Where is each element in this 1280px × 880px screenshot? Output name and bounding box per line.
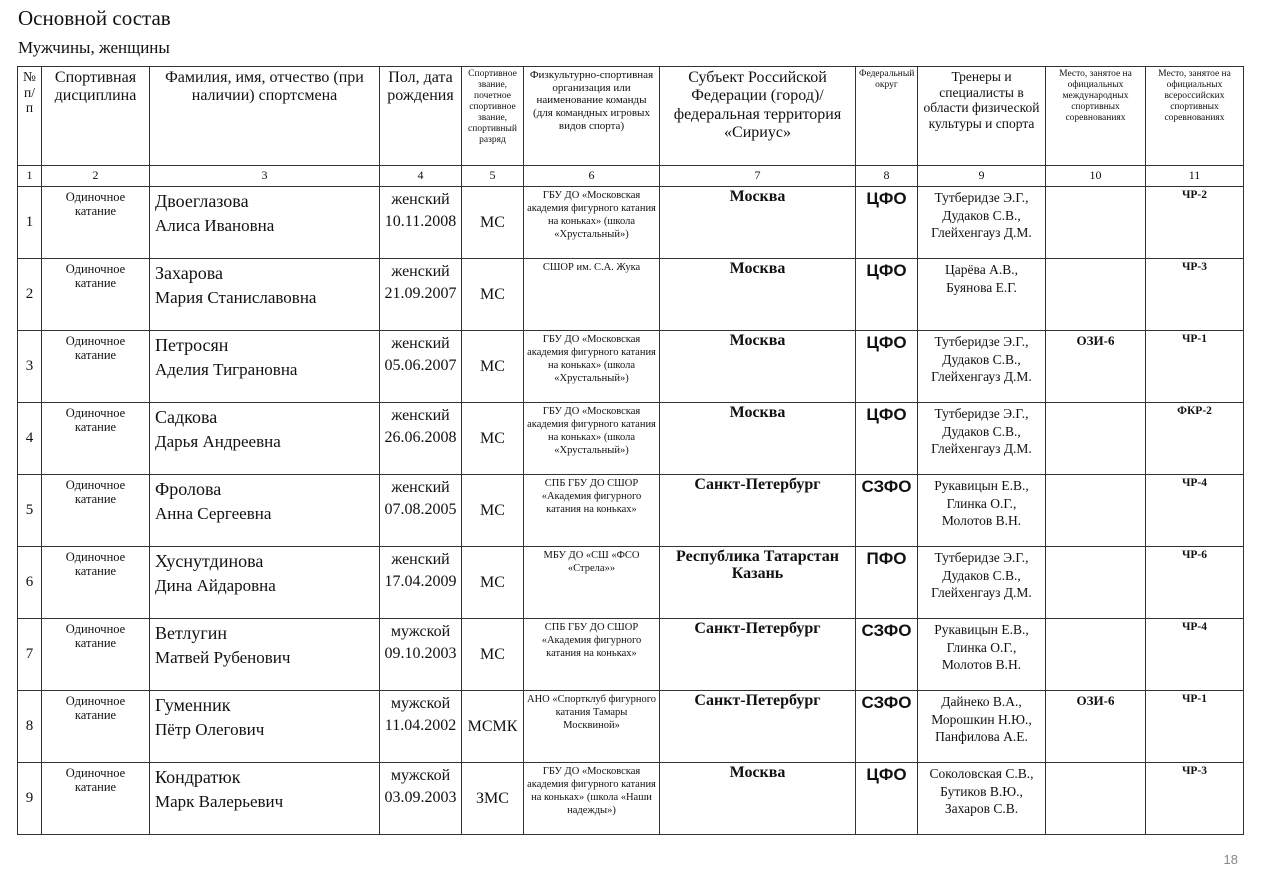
intl-place-cell (1046, 403, 1146, 475)
organization-cell: СШОР им. С.А. Жука (524, 259, 660, 331)
region-cell: Москва (660, 259, 856, 331)
russian-place-cell: ЧР-4 (1146, 475, 1244, 547)
athlete-name-cell (150, 331, 380, 403)
region-cell: Москва (660, 403, 856, 475)
sex-dob-cell (380, 403, 462, 475)
header-cell: Физкультурно-спортивная организация или наименование команды (для командных игровых видов спорта) (524, 67, 660, 166)
intl-place-cell (1046, 619, 1146, 691)
rank-cell: МС (462, 331, 524, 403)
table-row (18, 403, 1244, 475)
region-cell: Республика Татарстан Казань (660, 547, 856, 619)
federal-district-cell: ЦФО (856, 763, 918, 835)
organization-cell: МБУ ДО «СШ «ФСО «Стрела»» (524, 547, 660, 619)
column-number: 10 (1046, 166, 1146, 187)
athlete-given-name: Дина Айдаровна (155, 576, 276, 596)
dob-value: 10.11.2008 (384, 212, 457, 230)
sex-dob-cell (380, 547, 462, 619)
organization-cell: СПБ ГБУ ДО СШОР «Академия фигурного катания на коньках» (524, 619, 660, 691)
region-cell: Москва (660, 331, 856, 403)
federal-district-cell: ЦФО (856, 259, 918, 331)
russian-place-cell: ЧР-3 (1146, 763, 1244, 835)
rank-cell: МС (462, 619, 524, 691)
row-number: 4 (18, 403, 42, 475)
russian-place-cell: ФКР-2 (1146, 403, 1244, 475)
intl-place-cell: ОЗИ-6 (1046, 691, 1146, 763)
header-cell: Спортивная дисциплина (42, 67, 150, 166)
header-cell: Пол, дата рождения (380, 67, 462, 166)
dob-value: 07.08.2005 (384, 500, 457, 518)
column-number: 5 (462, 166, 524, 187)
athlete-name-cell (150, 403, 380, 475)
russian-place-cell: ЧР-6 (1146, 547, 1244, 619)
header-cell: Место, занятое на официальных всероссийских спортивных соревнованиях (1146, 67, 1244, 166)
table-row (18, 187, 1244, 259)
federal-district-cell: ЦФО (856, 187, 918, 259)
header-cell: Тренеры и специалисты в области физической культуры и спорта (918, 67, 1046, 166)
row-number: 2 (18, 259, 42, 331)
sex-dob-cell (380, 331, 462, 403)
column-number: 1 (18, 166, 42, 187)
sex-value: женский (391, 407, 450, 424)
sex-dob-cell (380, 475, 462, 547)
table-row (18, 475, 1244, 547)
discipline-cell: Одиночное катание (42, 691, 150, 763)
rank-cell: МС (462, 259, 524, 331)
table-row (18, 259, 1244, 331)
discipline-cell: Одиночное катание (42, 475, 150, 547)
discipline-cell: Одиночное катание (42, 763, 150, 835)
region-cell: Москва (660, 763, 856, 835)
organization-cell: АНО «Спортклуб фигурного катания Тамары Москвиной» (524, 691, 660, 763)
federal-district-cell: ПФО (856, 547, 918, 619)
athlete-surname: Петросян (155, 335, 229, 355)
coaches-cell: Рукавицын Е.В., Глинка О.Г., Молотов В.Н. (918, 475, 1046, 547)
header-cell: Фамилия, имя, отчество (при наличии) спортсмена (150, 67, 380, 166)
organization-cell: СПБ ГБУ ДО СШОР «Академия фигурного катания на коньках» (524, 475, 660, 547)
organization-cell: ГБУ ДО «Московская академия фигурного катания на коньках» (школа «Хрустальный») (524, 403, 660, 475)
athlete-given-name: Аделия Тиграновна (155, 360, 298, 380)
row-number: 7 (18, 619, 42, 691)
coaches-cell: Тутберидзе Э.Г., Дудаков С.В., Глейхенгауз Д.М. (918, 547, 1046, 619)
header-cell: Место, занятое на официальных международных спортивных соревнованиях (1046, 67, 1146, 166)
athlete-surname: Двоеглазова (155, 191, 249, 211)
athlete-given-name: Мария Станиславовна (155, 288, 317, 308)
discipline-cell: Одиночное катание (42, 403, 150, 475)
column-number: 9 (918, 166, 1046, 187)
athlete-name-cell (150, 187, 380, 259)
discipline-cell: Одиночное катание (42, 259, 150, 331)
region-cell: Москва (660, 187, 856, 259)
rank-cell: МС (462, 187, 524, 259)
discipline-cell: Одиночное катание (42, 547, 150, 619)
athlete-name-cell (150, 475, 380, 547)
intl-place-cell (1046, 187, 1146, 259)
header-cell: Субъект Российской Федерации (город)/федеральная территория «Сириус» (660, 67, 856, 166)
russian-place-cell: ЧР-2 (1146, 187, 1244, 259)
organization-cell: ГБУ ДО «Московская академия фигурного катания на коньках» (школа «Наши надежды») (524, 763, 660, 835)
row-number: 1 (18, 187, 42, 259)
russian-place-cell: ЧР-1 (1146, 331, 1244, 403)
sex-dob-cell (380, 259, 462, 331)
sex-value: женский (391, 479, 450, 496)
column-number: 11 (1146, 166, 1244, 187)
row-number: 5 (18, 475, 42, 547)
dob-value: 21.09.2007 (384, 284, 457, 302)
rank-cell: МСМК (462, 691, 524, 763)
coaches-cell: Тутберидзе Э.Г., Дудаков С.В., Глейхенгауз Д.М. (918, 331, 1046, 403)
table-row (18, 331, 1244, 403)
russian-place-cell: ЧР-4 (1146, 619, 1244, 691)
coaches-cell: Соколовская С.В., Бутиков В.Ю., Захаров С.В. (918, 763, 1046, 835)
document-subtitle: Мужчины, женщины (18, 38, 170, 57)
coaches-cell: Тутберидзе Э.Г., Дудаков С.В., Глейхенгауз Д.М. (918, 187, 1046, 259)
athlete-surname: Ветлугин (155, 623, 228, 643)
athlete-surname: Хуснутдинова (155, 551, 264, 571)
sex-value: женский (391, 191, 450, 208)
table-row (18, 619, 1244, 691)
athlete-surname: Захарова (155, 263, 224, 283)
dob-value: 11.04.2002 (384, 716, 457, 734)
organization-cell: ГБУ ДО «Московская академия фигурного катания на коньках» (школа «Хрустальный») (524, 331, 660, 403)
athlete-surname: Фролова (155, 479, 222, 499)
table-row (18, 691, 1244, 763)
federal-district-cell: СЗФО (856, 619, 918, 691)
federal-district-cell: ЦФО (856, 403, 918, 475)
page-number: 18 (1223, 852, 1238, 867)
russian-place-cell: ЧР-1 (1146, 691, 1244, 763)
column-number: 7 (660, 166, 856, 187)
athlete-given-name: Матвей Рубенович (155, 648, 291, 668)
athlete-given-name: Пётр Олегович (155, 720, 265, 740)
dob-value: 17.04.2009 (384, 572, 457, 590)
sex-dob-cell (380, 691, 462, 763)
intl-place-cell (1046, 763, 1146, 835)
table-header (18, 67, 1244, 187)
row-number: 6 (18, 547, 42, 619)
organization-cell: ГБУ ДО «Московская академия фигурного катания на коньках» (школа «Хрустальный») (524, 187, 660, 259)
athlete-surname: Садкова (155, 407, 218, 427)
sex-value: женский (391, 335, 450, 352)
athlete-given-name: Дарья Андреевна (155, 432, 281, 452)
column-number-row (18, 166, 1244, 187)
athlete-surname: Гуменник (155, 695, 231, 715)
athlete-name-cell (150, 259, 380, 331)
column-number: 8 (856, 166, 918, 187)
discipline-cell: Одиночное катание (42, 187, 150, 259)
table-row (18, 547, 1244, 619)
sex-value: женский (391, 551, 450, 568)
sex-value: мужской (390, 695, 451, 712)
table-body (18, 187, 1244, 835)
table-row (18, 763, 1244, 835)
rank-cell: ЗМС (462, 763, 524, 835)
sex-dob-cell (380, 187, 462, 259)
federal-district-cell: СЗФО (856, 475, 918, 547)
athlete-name-cell (150, 619, 380, 691)
row-number: 3 (18, 331, 42, 403)
sex-value: женский (391, 263, 450, 280)
region-cell: Санкт-Петербург (660, 475, 856, 547)
athlete-name-cell (150, 763, 380, 835)
coaches-cell: Рукавицын Е.В., Глинка О.Г., Молотов В.Н. (918, 619, 1046, 691)
column-number: 4 (380, 166, 462, 187)
header-cell: Спортивное звание, почетное спортивное звание, спортивный разряд (462, 67, 524, 166)
row-number: 9 (18, 763, 42, 835)
athlete-given-name: Анна Сергеевна (155, 504, 272, 524)
sex-dob-cell (380, 763, 462, 835)
dob-value: 03.09.2003 (384, 788, 457, 806)
column-number: 3 (150, 166, 380, 187)
federal-district-cell: СЗФО (856, 691, 918, 763)
athlete-surname: Кондратюк (155, 767, 241, 787)
coaches-cell: Дайнеко В.А., Морошкин Н.Ю., Панфилова А.Е. (918, 691, 1046, 763)
intl-place-cell (1046, 547, 1146, 619)
row-number: 8 (18, 691, 42, 763)
dob-value: 26.06.2008 (384, 428, 457, 446)
discipline-cell: Одиночное катание (42, 331, 150, 403)
athlete-name-cell (150, 547, 380, 619)
roster-table (17, 66, 1244, 835)
dob-value: 09.10.2003 (384, 644, 457, 662)
athlete-given-name: Марк Валерьевич (155, 792, 284, 812)
region-cell: Санкт-Петербург (660, 691, 856, 763)
rank-cell: МС (462, 475, 524, 547)
athlete-given-name: Алиса Ивановна (155, 216, 275, 236)
intl-place-cell: ОЗИ-6 (1046, 331, 1146, 403)
sex-dob-cell (380, 619, 462, 691)
athlete-name-cell (150, 691, 380, 763)
coaches-cell: Царёва А.В., Буянова Е.Г. (918, 259, 1046, 331)
header-cell: № п/п (18, 67, 42, 166)
intl-place-cell (1046, 259, 1146, 331)
column-number: 6 (524, 166, 660, 187)
sex-value: мужской (390, 767, 451, 784)
intl-place-cell (1046, 475, 1146, 547)
header-cell: Федеральный округ (856, 67, 918, 166)
sex-value: мужской (390, 623, 451, 640)
discipline-cell: Одиночное катание (42, 619, 150, 691)
federal-district-cell: ЦФО (856, 331, 918, 403)
rank-cell: МС (462, 547, 524, 619)
region-cell: Санкт-Петербург (660, 619, 856, 691)
dob-value: 05.06.2007 (384, 356, 457, 374)
document-title: Основной состав (18, 6, 171, 30)
coaches-cell: Тутберидзе Э.Г., Дудаков С.В., Глейхенгауз Д.М. (918, 403, 1046, 475)
column-number: 2 (42, 166, 150, 187)
rank-cell: МС (462, 403, 524, 475)
russian-place-cell: ЧР-3 (1146, 259, 1244, 331)
